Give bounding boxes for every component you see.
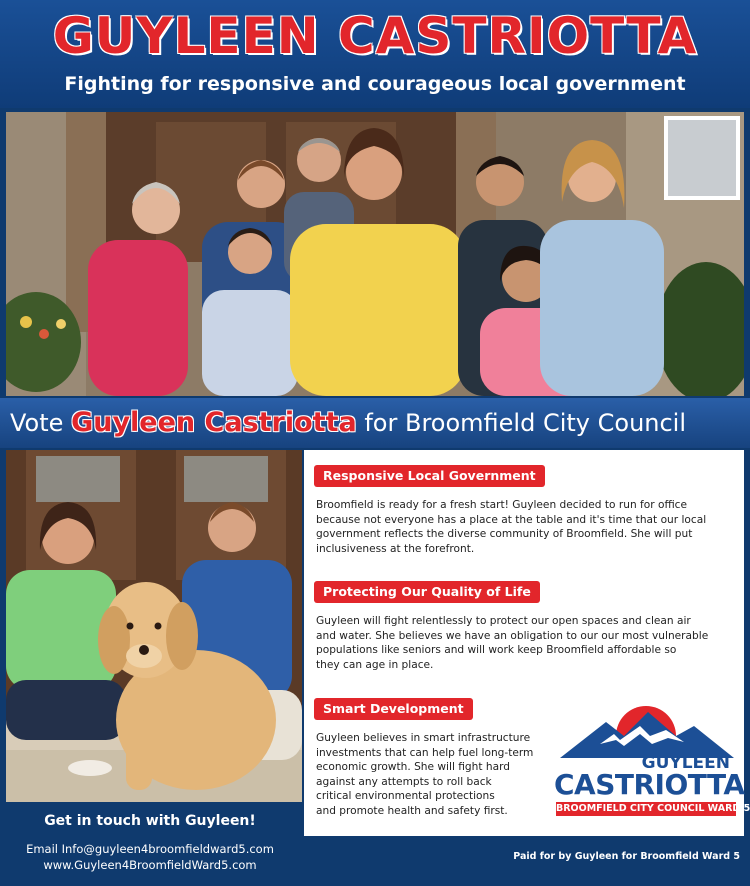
contact-website[interactable]: www.Guyleen4BroomfieldWard5.com: [43, 858, 257, 872]
section-title-quality-of-life: Protecting Our Quality of Life: [314, 581, 540, 603]
logo-first-name: GUYLEEN: [641, 753, 730, 773]
body-line: inclusiveness at the forefront.: [316, 542, 475, 555]
header-banner: [0, 0, 750, 108]
vote-banner: [0, 398, 750, 448]
contact-email[interactable]: Email Info@guyleen4broomfieldward5.com: [26, 842, 274, 856]
contact-panel: [0, 802, 300, 886]
vote-suffix: for Broomfield City Council: [364, 409, 687, 437]
body-line: populations like seniors and will work keep Broomfield affordable so: [316, 644, 677, 657]
body-line: because not everyone has a place at the table and it's time that our local: [316, 513, 707, 526]
candidate-name-title: GUYLEEN CASTRIOTTA: [52, 7, 698, 65]
logo-last-name: CASTRIOTTA: [554, 768, 745, 801]
body-line: Broomfield is ready for a fresh start! Guyleen decided to run for office: [316, 499, 688, 511]
contact-title: Get in touch with Guyleen!: [44, 813, 256, 829]
section-body-smart-development: [316, 731, 533, 819]
body-line: economic growth. She will fight hard: [316, 761, 510, 774]
vote-headline: [10, 406, 686, 440]
body-line: government reflects the diverse community of Broomfield. She will put: [316, 528, 693, 541]
section-title-smart-development: Smart Development: [314, 698, 473, 720]
logo-ward-strip: BROOMFIELD CITY COUNCIL WARD 5: [556, 803, 750, 814]
section-body-responsive-government: [316, 498, 706, 556]
body-line: investments that can help fuel long-term: [316, 746, 534, 759]
section-body-quality-of-life: [316, 614, 708, 672]
section-title-responsive-government: Responsive Local Government: [314, 465, 545, 487]
paid-for-disclaimer: Paid for by Guyleen for Broomfield Ward 5: [513, 851, 740, 862]
body-line: Guyleen will fight relentlessly to protect our open spaces and clean air: [316, 615, 691, 627]
body-line: and promote health and safety first.: [316, 804, 508, 817]
body-line: critical environmental protections: [316, 790, 495, 803]
platform-panel: [304, 450, 750, 836]
tagline: Fighting for responsive and courageous local government: [64, 73, 686, 95]
body-line: and water. She believes we have an obligation to our our most vulnerable: [316, 629, 709, 642]
body-line: against any attempts to roll back: [316, 775, 492, 788]
vote-prefix: Vote: [10, 409, 64, 437]
vote-candidate-name: Guyleen Castriotta: [71, 407, 357, 438]
family-photo: [6, 112, 744, 396]
body-line: Guyleen believes in smart infrastructure: [316, 732, 531, 744]
dog-photo: [6, 450, 302, 802]
campaign-logo: [554, 696, 750, 820]
body-line: they can age in place.: [316, 658, 434, 671]
